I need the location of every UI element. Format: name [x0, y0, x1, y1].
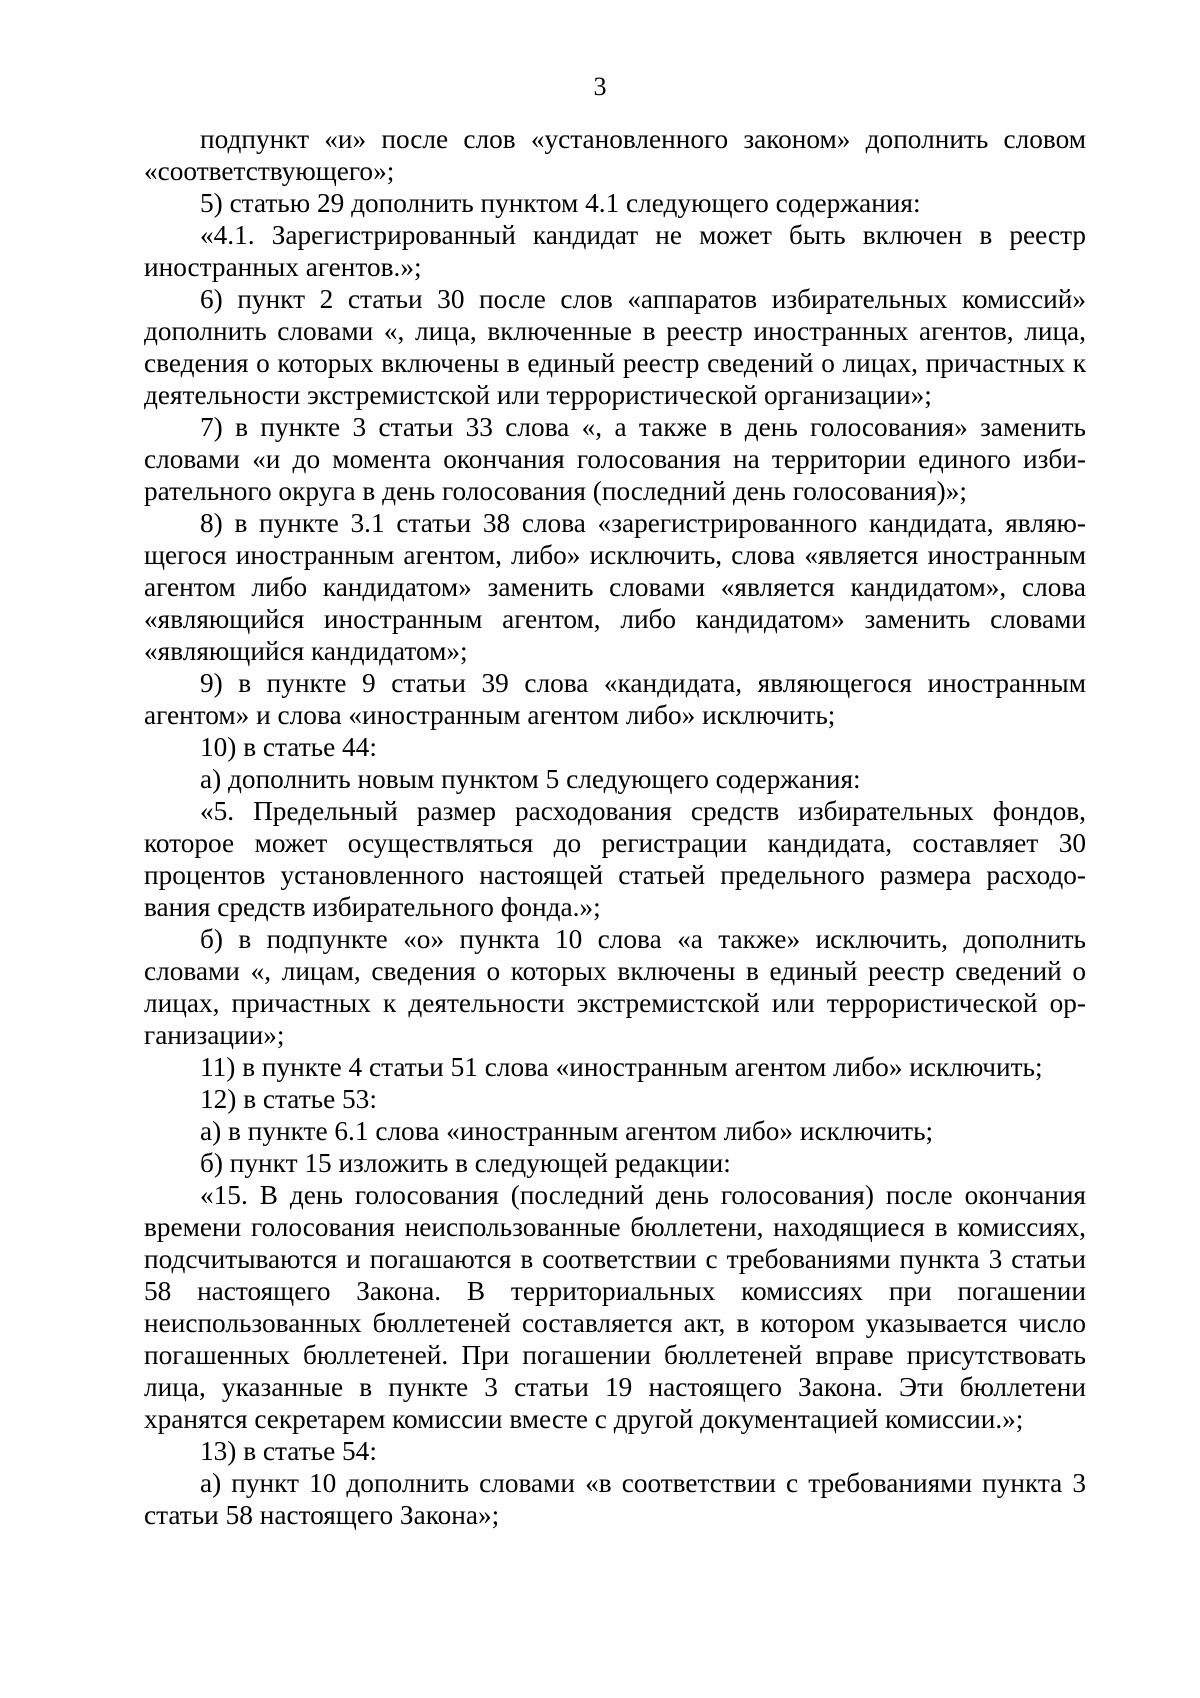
- paragraph: 6) пункт 2 статьи 30 после слов «аппаратов избирательных комиссий» дополнить словами «, лица, включенные в реестр иностранных агентов, лица, сведения о которых включены в единый реестр сведений о лицах, причастных к деятельности экстремистской или террористической организации»;: [144, 284, 1086, 410]
- paragraph: 5) статью 29 дополнить пунктом 4.1 следующего содержания:: [200, 188, 921, 218]
- paragraph: 11) в пункте 4 статьи 51 слова «иностранным агентом либо» исключить;: [200, 1052, 1043, 1082]
- paragraph: «15. В день голосования (последний день голосования) после окончания времени голосования неиспользованные бюллетени, находящиеся в комиссиях, подсчитываются и погашаются в соответствии с требованиями пункта 3 статьи 58 настоящего Закона. В территориальных комиссиях при погашении неиспользованных бюллетеней составляется акт, в котором указывается число погашенных бюллетеней. При погашении бюллетеней вправе присутствовать лица, указанные в пункте 3 статьи 19 настоящего Закона. Эти бюллетени хранятся секретарем комиссии вместе с другой документацией комиссии.»;: [144, 1180, 1086, 1434]
- page-number: 3: [593, 72, 607, 101]
- paragraph: а) пункт 10 дополнить словами «в соответствии с требованиями пункта 3 статьи 58 настоящего Закона»;: [144, 1468, 1086, 1530]
- paragraph: 9) в пункте 9 статьи 39 слова «кандидата, являющегося иностранным агентом» и слова «иностранным агентом либо» исключить;: [144, 668, 1086, 730]
- paragraph: а) в пункте 6.1 слова «иностранным агентом либо» исключить;: [200, 1116, 934, 1146]
- document-body: [144, 123, 1086, 1531]
- paragraph: 7) в пункте 3 статьи 33 слова «, а также в день голосования» заменить словами «и до момента окончания голосования на территории единого избирательного округа в день голосования (последний день голосования)»;: [144, 412, 1086, 506]
- paragraph: б) в подпункте «о» пункта 10 слова «а также» исключить, дополнить словами «, лицам, сведения о которых включены в единый реестр сведений о лицах, причастных к деятельности экстремистской или террористической организации»;: [144, 924, 1086, 1050]
- paragraph: подпункт «и» после слов «установленного законом» дополнить словом «соответствующего»;: [144, 124, 1086, 186]
- paragraph: а) дополнить новым пунктом 5 следующего содержания:: [200, 764, 861, 794]
- paragraph: 8) в пункте 3.1 статьи 38 слова «зарегистрированного кандидата, являющегося иностранным агентом, либо» исключить, слова «является иностранным агентом либо кандидатом» заменить словами «является кандидатом», слова «являющийся иностранным агентом, либо кандидатом» заменить словами «являющийся кандидатом»;: [144, 508, 1086, 666]
- paragraph: «4.1. Зарегистрированный кандидат не может быть включен в реестр иностранных агентов.»;: [144, 220, 1086, 282]
- paragraph: б) пункт 15 изложить в следующей редакции:: [200, 1148, 731, 1178]
- paragraph: 12) в статье 53:: [200, 1084, 377, 1114]
- paragraph: «5. Предельный размер расходования средств избирательных фондов, которое может осуществляться до регистрации кандидата, составляет 30 процентов установленного настоящей статьей предельного размера расходования средств избирательного фонда.»;: [144, 796, 1086, 922]
- paragraph: 13) в статье 54:: [200, 1436, 377, 1466]
- paragraph: 10) в статье 44:: [200, 732, 377, 762]
